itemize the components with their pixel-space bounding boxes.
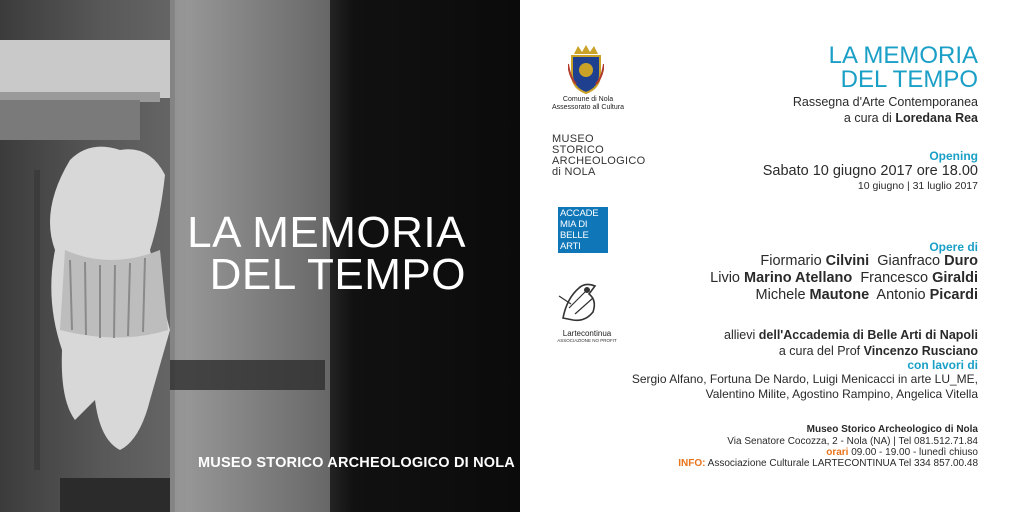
artist-first: Livio [710,270,740,286]
lartecontinua-logo-icon [555,278,605,326]
artist-last: Giraldi [932,270,978,286]
artist-first: Antonio [876,287,926,303]
curator-name: Loredana Rea [895,111,978,125]
artist-last: Cilvini [825,253,870,269]
comune-department: Assessorato all Cultura [552,104,624,111]
museo-logo-line2: STORICO [552,144,605,156]
artists-label: Opere di [929,240,978,254]
students-prefix: allievi [724,328,756,342]
museo-logo-line3: ARCHEOLOGICO [552,155,646,167]
students-academy: dell'Accademia di Belle Arti di Napoli [758,328,978,342]
exhibition-period: 10 giugno | 31 luglio 2017 [857,180,978,192]
lartecontinua-subtitle: ASSOCIAZIONE NO PROFIT [557,338,617,343]
info-label: INFO: [678,458,706,469]
museo-logo [552,133,646,178]
artist-last: Picardi [929,287,978,303]
event-title-line2: DEL TEMPO [840,66,978,93]
students-names-line1: Sergio Alfano, Fortuna De Nardo, Luigi Menicacci in arte LU_ME, [631,372,978,386]
museo-logo-line1: MUSEO [552,133,594,145]
artists-row [756,287,978,303]
artist-first: Fiormario [760,253,822,269]
students-curator-line [779,344,978,358]
students-curator-name: Vincenzo Rusciano [863,344,978,358]
venue-address: Via Senatore Cocozza, 2 - Nola (NA) | Tel 081.512.71.84 [727,436,978,447]
students-line [724,328,978,342]
artist-last: Marino Atellano [744,270,853,286]
accademia-logo: ACCADE MIA DI BELLE ARTI DI NAPOLI [558,207,608,253]
artist-last: Duro [944,253,978,269]
event-title-line1: LA MEMORIA [828,42,978,69]
opening-date: Sabato 10 giugno 2017 ore 18.00 [762,163,978,179]
cover-museum-name: MUSEO STORICO ARCHEOLOGICO DI NOLA [198,455,515,471]
hours-label: orari [826,447,849,458]
cover-title-line2: DEL TEMPO [209,250,466,299]
museo-logo-line4: di NOLA [552,166,596,178]
comune-name: Comune di Nola [562,96,614,103]
info-line [678,458,978,469]
opening-label: Opening [929,149,978,163]
students-names-line2: Valentino Milite, Agostino Rampino, Angelica Vitella [705,387,978,401]
info-text: Associazione Culturale LARTECONTINUA Tel 334 857.00.48 [707,458,978,469]
event-subtitle: Rassegna d'Arte Contemporanea [792,95,978,109]
event-curator [844,111,978,125]
artist-first: Francesco [860,270,929,286]
cover-title [146,208,466,299]
artists-row [710,270,978,286]
venue-name: Museo Storico Archeologico di Nola [806,424,978,435]
opening-hours [826,447,978,458]
cover-title-line1: LA MEMORIA [187,208,466,257]
coat-of-arms-icon [568,44,604,94]
artist-first: Gianfraco [877,253,941,269]
works-label: con lavori di [907,358,978,372]
curator-prefix: a cura di [843,111,892,125]
students-curator-prefix: a cura del Prof [778,344,861,358]
hours-value: 09.00 - 19.00 - lunedì chiuso [851,447,978,458]
artists-row [760,253,978,269]
artist-first: Michele [755,287,806,303]
artist-last: Mautone [809,287,870,303]
lartecontinua-name: Lartecontinua [562,329,612,338]
